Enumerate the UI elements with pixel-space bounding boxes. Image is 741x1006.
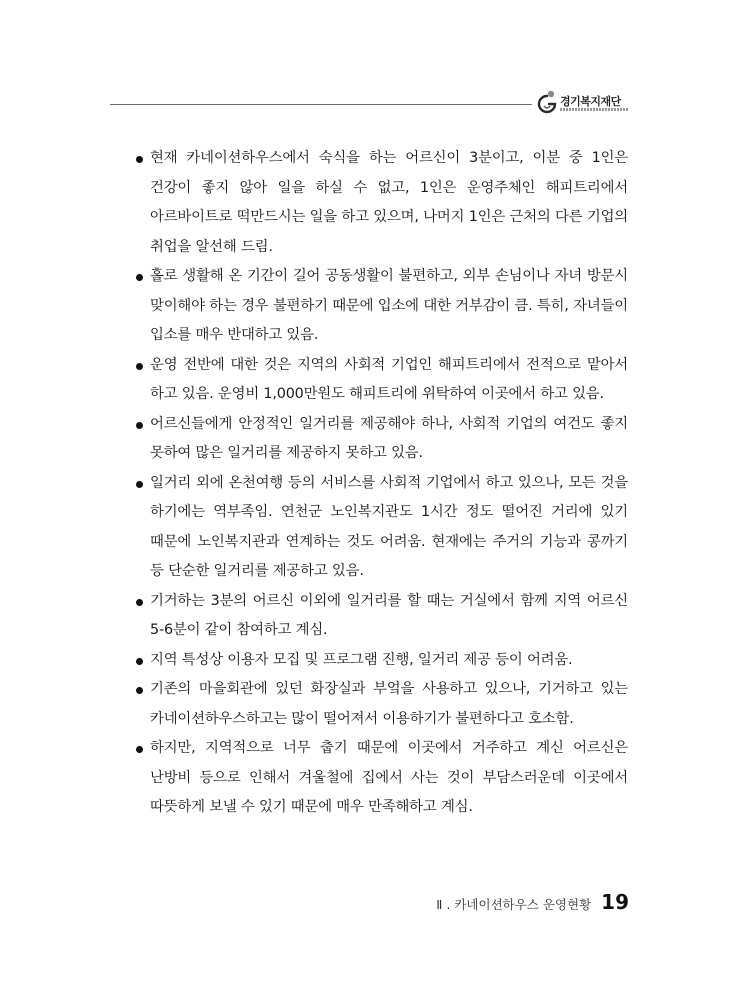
page-number: 19 — [601, 890, 629, 914]
list-item — [136, 587, 628, 646]
bullet-icon — [136, 658, 143, 665]
bullet-icon — [136, 687, 143, 694]
list-item-text: 운영 전반에 대한 것은 지역의 사회적 기업인 해피트리에서 전적으로 맡아서 하고 있음. 운영비 1,000만원도 해피트리에 위탁하여 이곳에서 하고 있음. — [150, 356, 628, 402]
logo — [536, 88, 636, 118]
list-item-text: 일거리 외에 온천여행 등의 서비스를 사회적 기업에서 하고 있으나, 모든 것을 하기에는 역부족임. 연천군 노인복지관도 1시간 정도 떨어진 거리에 있기 때문에 노인복지관과 연계하는 것도 어려움. 현재에는 주거의 기능과 콩까기 등 단순한 일거리를 제공하고 있음. — [150, 474, 628, 579]
list-item-text: 하지만, 지역적으로 너무 춥기 때문에 이곳에서 거주하고 계신 어르신은 난방비 등으로 인해서 겨울철에 집에서 사는 것이 부담스러운데 이곳에서 따뜻하게 보낼 수 있기 때문에 매우 만족해하고 계심. — [150, 740, 628, 815]
list-item — [136, 675, 628, 734]
list-item — [136, 734, 628, 823]
bullet-icon — [136, 156, 143, 163]
bullet-icon — [136, 746, 143, 753]
page-footer — [436, 890, 629, 914]
list-item-text: 기거하는 3분의 어르신 이외에 일거리를 할 때는 거실에서 함께 지역 어르신 5-6분이 같이 참여하고 계심. — [150, 592, 628, 638]
list-item-text: 어르신들에게 안정적인 일거리를 제공해야 하나, 사회적 기업의 여건도 좋지 못하여 많은 일거리를 제공하지 못하고 있음. — [150, 415, 628, 461]
bullet-icon — [136, 274, 143, 281]
list-item-text: 현재 카네이션하우스에서 숙식을 하는 어르신이 3분이고, 이분 중 1인은 건강이 좋지 않아 일을 하실 수 없고, 1인은 운영주체인 해피트리에서 아르바이트로 떡만드시는 일을 하고 있으며, 나머지 1인은 근처의 다른 기업의 취업을 알선해 드림. — [150, 150, 628, 255]
list-item — [136, 262, 628, 351]
logo-subtitle-graphic — [560, 108, 628, 111]
foundation-logo-icon — [536, 90, 558, 116]
logo-text: 경기복지재단 — [560, 95, 621, 108]
list-item-text: 기존의 마을회관에 있던 화장실과 부엌을 사용하고 있으나, 기거하고 있는 카네이션하우스하고는 많이 떨어져서 이용하기가 불편하다고 호소함. — [150, 681, 628, 727]
bullet-icon — [136, 363, 143, 370]
header-rule — [110, 104, 532, 105]
section-label: Ⅱ . 카네이션하우스 운영현황 — [436, 897, 592, 912]
bullet-icon — [136, 422, 143, 429]
list-item — [136, 469, 628, 587]
list-item — [136, 144, 628, 262]
list-item — [136, 351, 628, 410]
list-item — [136, 410, 628, 469]
list-item-text: 홀로 생활해 온 기간이 길어 공동생활이 불편하고, 외부 손님이나 자녀 방문시 맞이해야 하는 경우 불편하기 때문에 입소에 대한 거부감이 큼. 특히, 자녀들이 입소를 매우 반대하고 있음. — [150, 268, 628, 343]
bullet-icon — [136, 481, 143, 488]
bullet-list — [136, 144, 628, 823]
list-item — [136, 646, 628, 676]
list-item-text: 지역 특성상 이용자 모집 및 프로그램 진행, 일거리 제공 등이 어려움. — [150, 651, 573, 668]
bullet-icon — [136, 599, 143, 606]
